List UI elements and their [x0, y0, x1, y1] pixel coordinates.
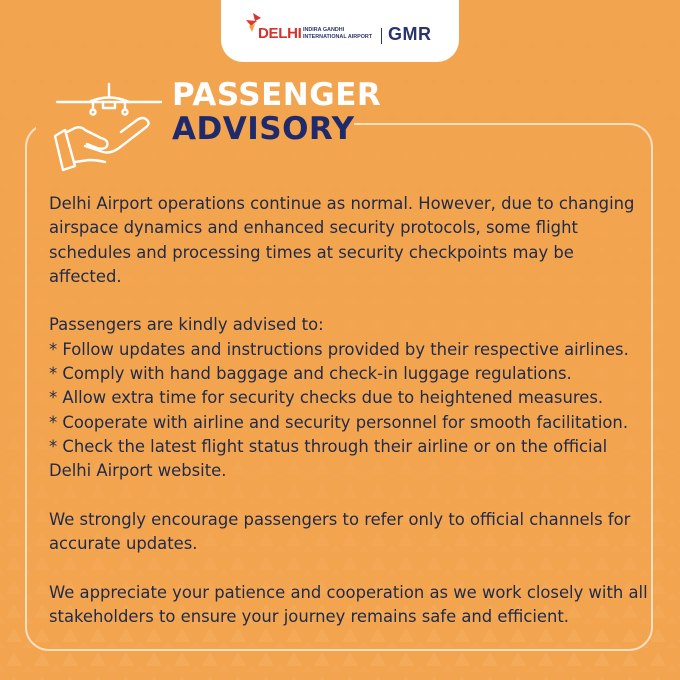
advice-item: * Allow extra time for security checks due to heightened measures.: [49, 388, 604, 408]
logo-subtitle: INDIRA GANDHI INTERNATIONAL AIRPORT: [303, 27, 373, 40]
advisory-intro: Delhi Airport operations continue as normal. However, due to changing airspace dynamics and enhanced security protocols, some flight schedules and processing times at security checkpoints may be affected.: [49, 194, 635, 286]
logo-delhi-text: DELHI: [258, 25, 302, 42]
title-advisory: ADVISORY: [172, 111, 355, 147]
advisory-encourage: We strongly encourage passengers to refer only to official channels for accurate updates.: [49, 509, 631, 554]
advice-item: * Check the latest flight status through their airline or on the official Delhi Airport website.: [49, 436, 608, 481]
gmr-logo: GMR: [388, 24, 432, 44]
logo-separator: [381, 28, 382, 44]
advice-item: * Cooperate with airline and security personnel for smooth facilitation.: [49, 412, 629, 432]
advice-heading: Passengers are kindly advised to:: [49, 315, 324, 335]
advisory-body: [49, 192, 649, 629]
advisory-closing: We appreciate your patience and cooperation as we work closely with all stakeholders to ensure your journey remains safe and efficient.: [49, 582, 648, 627]
airport-logo-tab: [221, 0, 459, 62]
title-passenger: PASSENGER: [172, 77, 382, 113]
advice-item: * Follow updates and instructions provided by their respective airlines.: [49, 339, 629, 359]
hand-holding-plane-icon: [53, 80, 165, 172]
advice-item: * Comply with hand baggage and check-in luggage regulations.: [49, 364, 572, 384]
